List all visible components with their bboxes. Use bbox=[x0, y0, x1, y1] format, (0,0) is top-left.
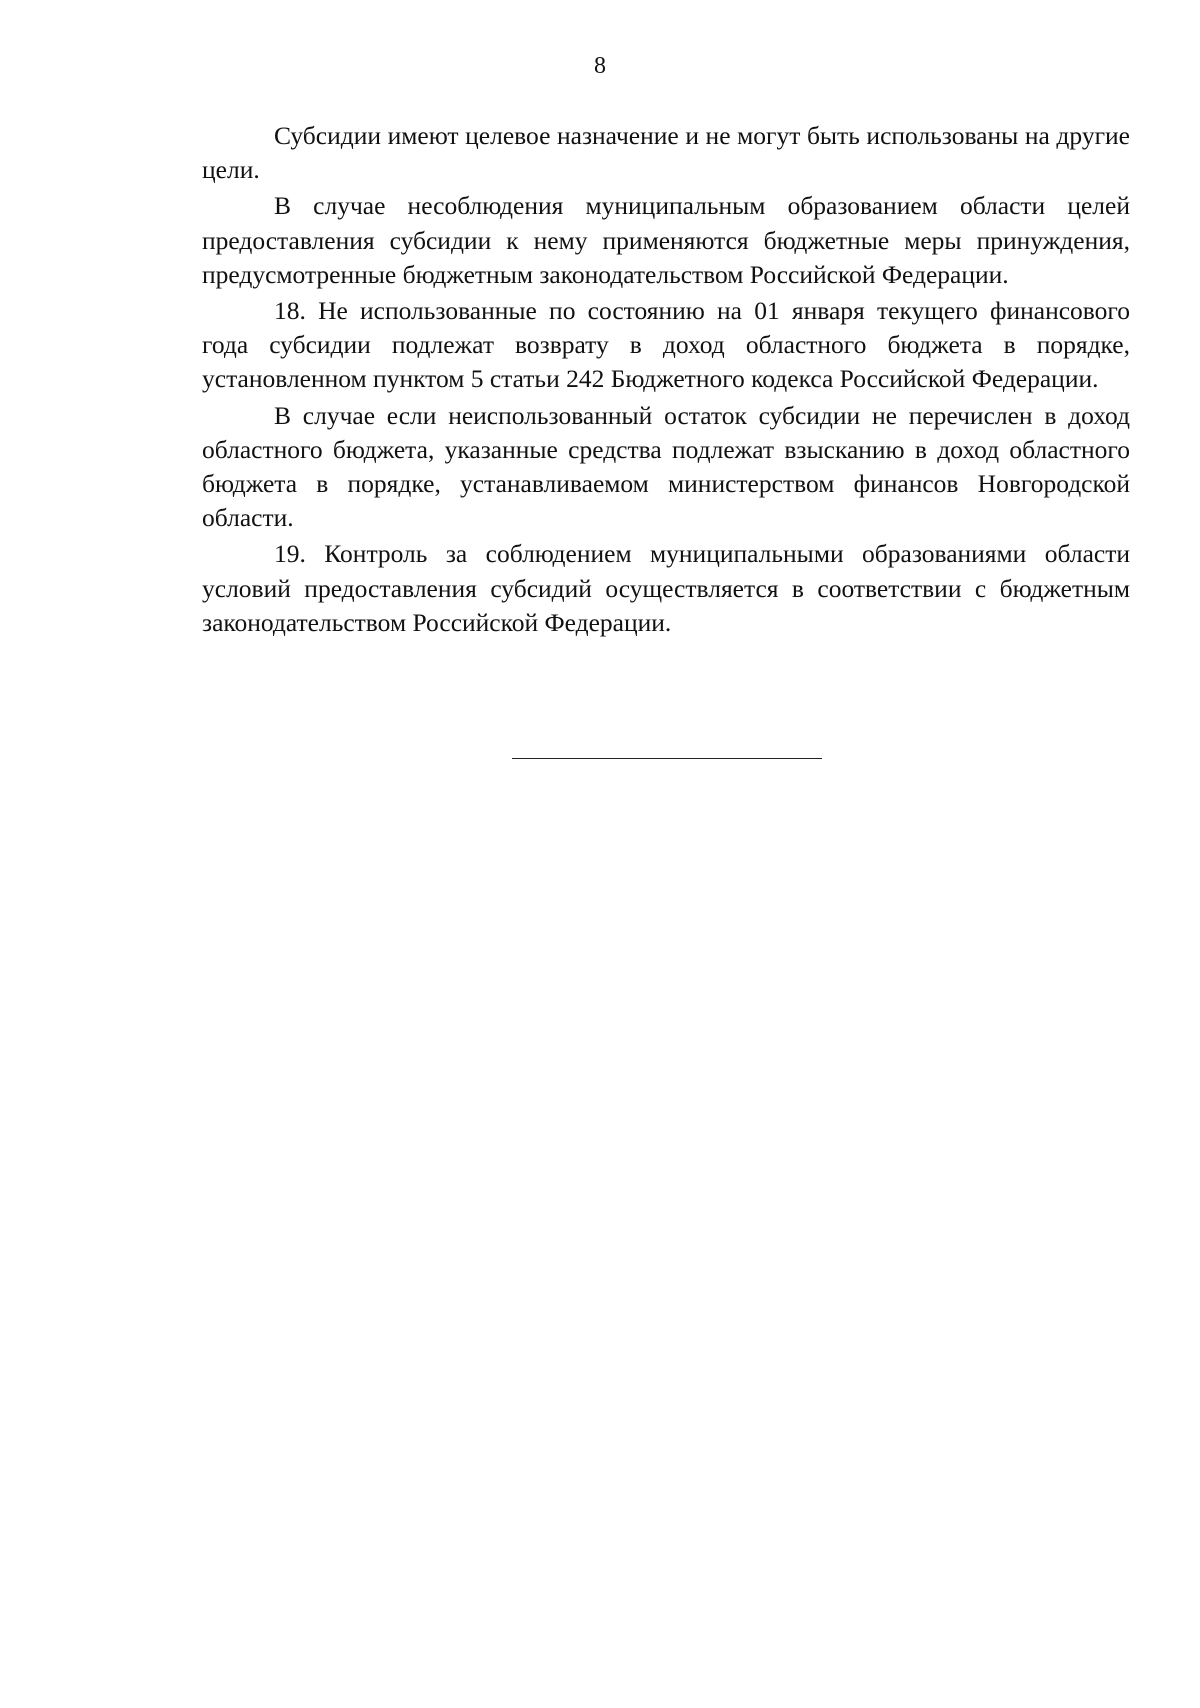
paragraph-18-unused-subsidies: 18. Не использованные по состоянию на 01 января текущего финансового года субсидии подлежат возврату в доход областного бюджета в порядке, установленном пунктом 5 статьи 242 Бюджетного кодекса Российской Федерации. bbox=[202, 296, 1130, 394]
paragraph-noncompliance-measures: В случае несоблюдения муниципальным образованием области целей предоставления субсидии к нему применяются бюджетные меры принуждения, предусмотренные бюджетным законодательством Российской Федерации. bbox=[202, 191, 1130, 289]
document-body bbox=[202, 119, 1130, 640]
paragraph-unused-balance-recovery: В случае если неиспользованный остаток субсидии не перечислен в доход областного бюджета, указанные средства подлежат взысканию в доход областного бюджета в порядке, устанавливаемом министерством финансов Новгородской области. bbox=[202, 400, 1130, 533]
paragraph-19-control: 19. Контроль за соблюдением муниципальными образованиями области условий предоставления субсидий осуществляется в соответствии с бюджетным законодательством Российской Федерации. bbox=[202, 539, 1130, 637]
end-of-text-rule bbox=[512, 758, 822, 759]
page-number: 8 bbox=[594, 53, 606, 79]
paragraph-subsidy-purpose: Субсидии имеют целевое назначение и не могут быть использованы на другие цели. bbox=[202, 121, 1130, 185]
